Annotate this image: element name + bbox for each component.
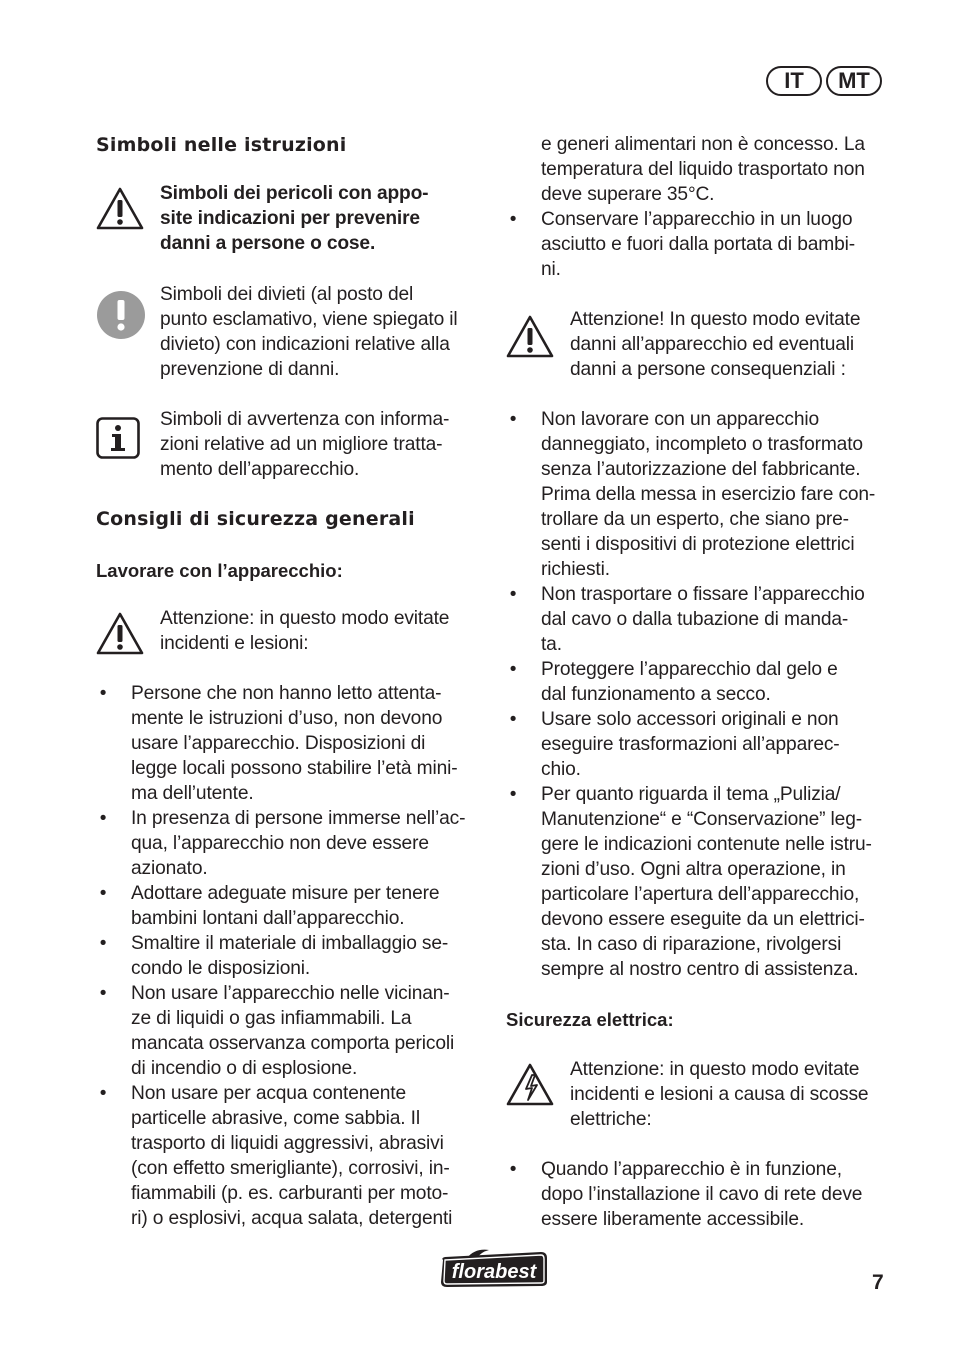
text-line: Proteggere l’apparecchio dal gelo e <box>541 659 838 680</box>
text-line: asciutto e fuori dalla portata di bambi- <box>541 234 855 255</box>
list-item: • Smaltire il materiale di imballaggio se- condo le disposizioni. <box>96 931 480 981</box>
text-line: senti i dispositivi di protezione elettrici <box>541 534 855 555</box>
attention-text-1 <box>160 606 480 656</box>
text-line: eseguire trasformazioni all’apparec- <box>541 734 840 755</box>
text-line: e generi alimentari non è concesso. La <box>541 134 865 155</box>
text-line: Prima della messa in esercizio fare con- <box>541 484 876 505</box>
text-line: Simboli dei pericoli con appo- <box>160 183 429 204</box>
attention-row-3 <box>506 1057 890 1132</box>
warning-triangle-icon <box>96 606 160 656</box>
text-line: elettriche: <box>570 1109 652 1130</box>
text-line: danni all’apparecchio ed eventuali <box>570 334 854 355</box>
text-line: essere liberamente accessibile. <box>541 1209 805 1230</box>
text-line: danni a persone consequenziali : <box>570 359 846 380</box>
text-line: danni a persone o cose. <box>160 233 376 254</box>
list-item: • In presenza di persone immerse nell’ac- qua, l’apparecchio non deve essere azionato. <box>96 806 480 881</box>
symbol-info-row <box>96 407 480 482</box>
list-item: • Conservare l’apparecchio in un luogo asciutto e fuori dalla portata di bambi- ni. <box>506 207 890 282</box>
text-line: richiesti. <box>541 559 610 580</box>
text-line: incidenti e lesioni: <box>160 633 309 654</box>
attention-text-3 <box>570 1057 890 1132</box>
text-line: prevenzione di danni. <box>160 359 340 380</box>
text-line: (con effetto smerigliante), corrosivi, in- <box>131 1158 450 1179</box>
text-line: Smaltire il materiale di imballaggio se- <box>131 933 449 954</box>
list-item: • Non trasportare o fissare l’apparecchio dal cavo o dalla tubazione di manda- ta. <box>506 582 890 657</box>
text-line: Non usare per acqua contenente <box>131 1083 406 1104</box>
text-line: chio. <box>541 759 581 780</box>
symbol-info-text <box>160 407 480 482</box>
text-line: In presenza di persone immerse nell’ac- <box>131 808 466 829</box>
text-line: Simboli di avvertenza con informa- <box>160 409 450 430</box>
text-line: Per quanto riguarda il tema „Pulizia/ <box>541 784 841 805</box>
attention-row-1 <box>96 606 480 656</box>
list-item: • Proteggere l’apparecchio dal gelo e dal funzionamento a secco. <box>506 657 890 707</box>
text-line: Attenzione: in questo modo evitate <box>160 608 450 629</box>
text-line: Attenzione: in questo modo evitate <box>570 1059 860 1080</box>
symbol-prohibition-row <box>96 282 480 382</box>
text-line: Persone che non hanno letto attenta- <box>131 683 442 704</box>
text-line: senza l’autorizzazione del fabbricante. <box>541 459 861 480</box>
text-line: ri) o esplosivi, acqua salata, detergenti <box>131 1208 453 1229</box>
section-title-general-safety: Consigli di sicurezza generali <box>96 508 415 530</box>
list-item: • Non usare l’apparecchio nelle vicinan- ze di liquidi o gas infiammabili. La mancata osservanza comporta pericoli di incendio o di esplosione. <box>96 981 480 1081</box>
text-line: ni. <box>541 259 561 280</box>
text-line: Adottare adeguate misure per tenere <box>131 883 440 904</box>
storage-bullet-list <box>506 207 890 282</box>
left-column <box>96 132 480 1231</box>
subsection-title-electrical: Sicurezza elettrica: <box>506 1009 674 1030</box>
text-line: particolare l’apertura dell’apparecchio, <box>541 884 860 905</box>
continued-text <box>506 132 890 207</box>
text-line: ze di liquidi o gas infiammabili. La <box>131 1008 412 1029</box>
language-badges <box>766 66 882 96</box>
prohibition-circle-icon <box>96 282 160 340</box>
text-line: mento dell’apparecchio. <box>160 459 360 480</box>
text-line: temperatura del liquido trasportato non <box>541 159 865 180</box>
text-line: Non lavorare con un apparecchio <box>541 409 820 430</box>
electrical-bullet-list <box>506 1157 890 1232</box>
text-line: Usare solo accessori originali e non <box>541 709 839 730</box>
text-line: di incendio o di esplosione. <box>131 1058 358 1079</box>
text-line: danneggiato, incompleto o trasformato <box>541 434 863 455</box>
text-line: qua, l’apparecchio non deve essere <box>131 833 429 854</box>
text-line: Non usare l’apparecchio nelle vicinan- <box>131 983 450 1004</box>
text-line: usare l’apparecchio. Disposizioni di <box>131 733 426 754</box>
list-item: • Non usare per acqua contenente particelle abrasive, come sabbia. Il trasporto di liquidi aggressivi, abrasivi (con effetto smerigliante), corrosivi, in- fiammabili (p. es. carburanti per moto- ri) o esplosivi, acqua salata, detergenti <box>96 1081 480 1231</box>
text-line: ma dell’utente. <box>131 783 254 804</box>
text-line: trollare da un esperto, che siano pre- <box>541 509 849 530</box>
lang-badge-it: IT <box>766 66 822 96</box>
text-line: particelle abrasive, come sabbia. Il <box>131 1108 420 1129</box>
text-line: trasporto di liquidi aggressivi, abrasivi <box>131 1133 444 1154</box>
text-line: ta. <box>541 634 562 655</box>
text-line: azionato. <box>131 858 208 879</box>
text-line: site indicazioni per prevenire <box>160 208 420 229</box>
text-line: bambini lontani dall’apparecchio. <box>131 908 405 929</box>
text-line: Attenzione! In questo modo evitate <box>570 309 861 330</box>
list-item: • Usare solo accessori originali e non eseguire trasformazioni all’apparec- chio. <box>506 707 890 782</box>
text-line: dopo l’installazione il cavo di rete deve <box>541 1184 863 1205</box>
text-line: Conservare l’apparecchio in un luogo <box>541 209 853 230</box>
list-item: • Quando l’apparecchio è in funzione, dopo l’installazione il cavo di rete deve essere liberamente accessibile. <box>506 1157 890 1232</box>
warning-triangle-icon <box>506 307 570 359</box>
text-line: Simboli dei divieti (al posto del <box>160 284 414 305</box>
text-line: fiammabili (p. es. carburanti per moto- <box>131 1183 449 1204</box>
text-line: deve superare 35°C. <box>541 184 715 205</box>
electric-hazard-triangle-icon <box>506 1057 570 1107</box>
right-column <box>506 132 890 1232</box>
text-line: divieto) con indicazioni relative alla <box>160 334 450 355</box>
section-title-symbols: Simboli nelle istruzioni <box>96 134 347 156</box>
attention-row-2 <box>506 307 890 382</box>
list-item: • Persone che non hanno letto attenta- mente le istruzioni d’uso, non devono usare l’apparecchio. Disposizioni di legge locali possono stabilire l’età mini- ma dell’utente. <box>96 681 480 806</box>
symbol-warning-text <box>160 181 480 256</box>
text-line: incidenti e lesioni a causa di scosse <box>570 1084 869 1105</box>
lang-badge-mt: MT <box>826 66 882 96</box>
page-number: 7 <box>872 1271 884 1294</box>
text-line: dal funzionamento a secco. <box>541 684 771 705</box>
text-line: Manutenzione“ e “Conservazione” leg- <box>541 809 862 830</box>
subsection-title-working: Lavorare con l’apparecchio: <box>96 560 343 581</box>
text-line: dal cavo o dalla tubazione di manda- <box>541 609 849 630</box>
text-line: Quando l’apparecchio è in funzione, <box>541 1159 842 1180</box>
logo-text: florabest <box>451 1261 537 1283</box>
safety-bullet-list-left <box>96 681 480 1231</box>
warning-triangle-icon <box>96 181 160 231</box>
text-line: punto esclamativo, viene spiegato il <box>160 309 458 330</box>
text-line: Non trasportare o fissare l’apparecchio <box>541 584 865 605</box>
text-line: mancata osservanza comporta pericoli <box>131 1033 455 1054</box>
safety-bullet-list-right <box>506 407 890 982</box>
florabest-logo <box>437 1246 551 1290</box>
info-square-icon <box>96 407 160 459</box>
text-line: devono essere eseguite da un elettrici- <box>541 909 865 930</box>
text-line: zioni relative ad un migliore tratta- <box>160 434 443 455</box>
list-item: • Adottare adeguate misure per tenere bambini lontani dall’apparecchio. <box>96 881 480 931</box>
list-item: • Non lavorare con un apparecchio danneggiato, incompleto o trasformato senza l’autorizzazione del fabbricante. Prima della messa in esercizio fare con- trollare da un esperto, che siano pre- senti i dispositivi di protezione elettrici richiesti. <box>506 407 890 582</box>
list-item: • Per quanto riguarda il tema „Pulizia/ Manutenzione“ e “Conservazione” leg- gere le indicazioni contenute nelle istru- zioni d’uso. Ogni altra operazione, in particolare l’apertura dell’apparecchio, devono essere eseguite da un elettrici- sta. In caso di riparazione, rivolgersi sempre al nostro centro di assistenza. <box>506 782 890 982</box>
attention-text-2 <box>570 307 890 382</box>
text-line: legge locali possono stabilire l’età mini- <box>131 758 458 779</box>
text-line: gere le indicazioni contenute nelle istru- <box>541 834 872 855</box>
symbol-prohibition-text <box>160 282 480 382</box>
text-line: condo le disposizioni. <box>131 958 311 979</box>
text-line: zioni d’uso. Ogni altra operazione, in <box>541 859 846 880</box>
text-line: sta. In caso di riparazione, rivolgersi <box>541 934 842 955</box>
text-line: mente le istruzioni d’uso, non devono <box>131 708 443 729</box>
text-line: sempre al nostro centro di assistenza. <box>541 959 859 980</box>
symbol-warning-row <box>96 181 480 256</box>
